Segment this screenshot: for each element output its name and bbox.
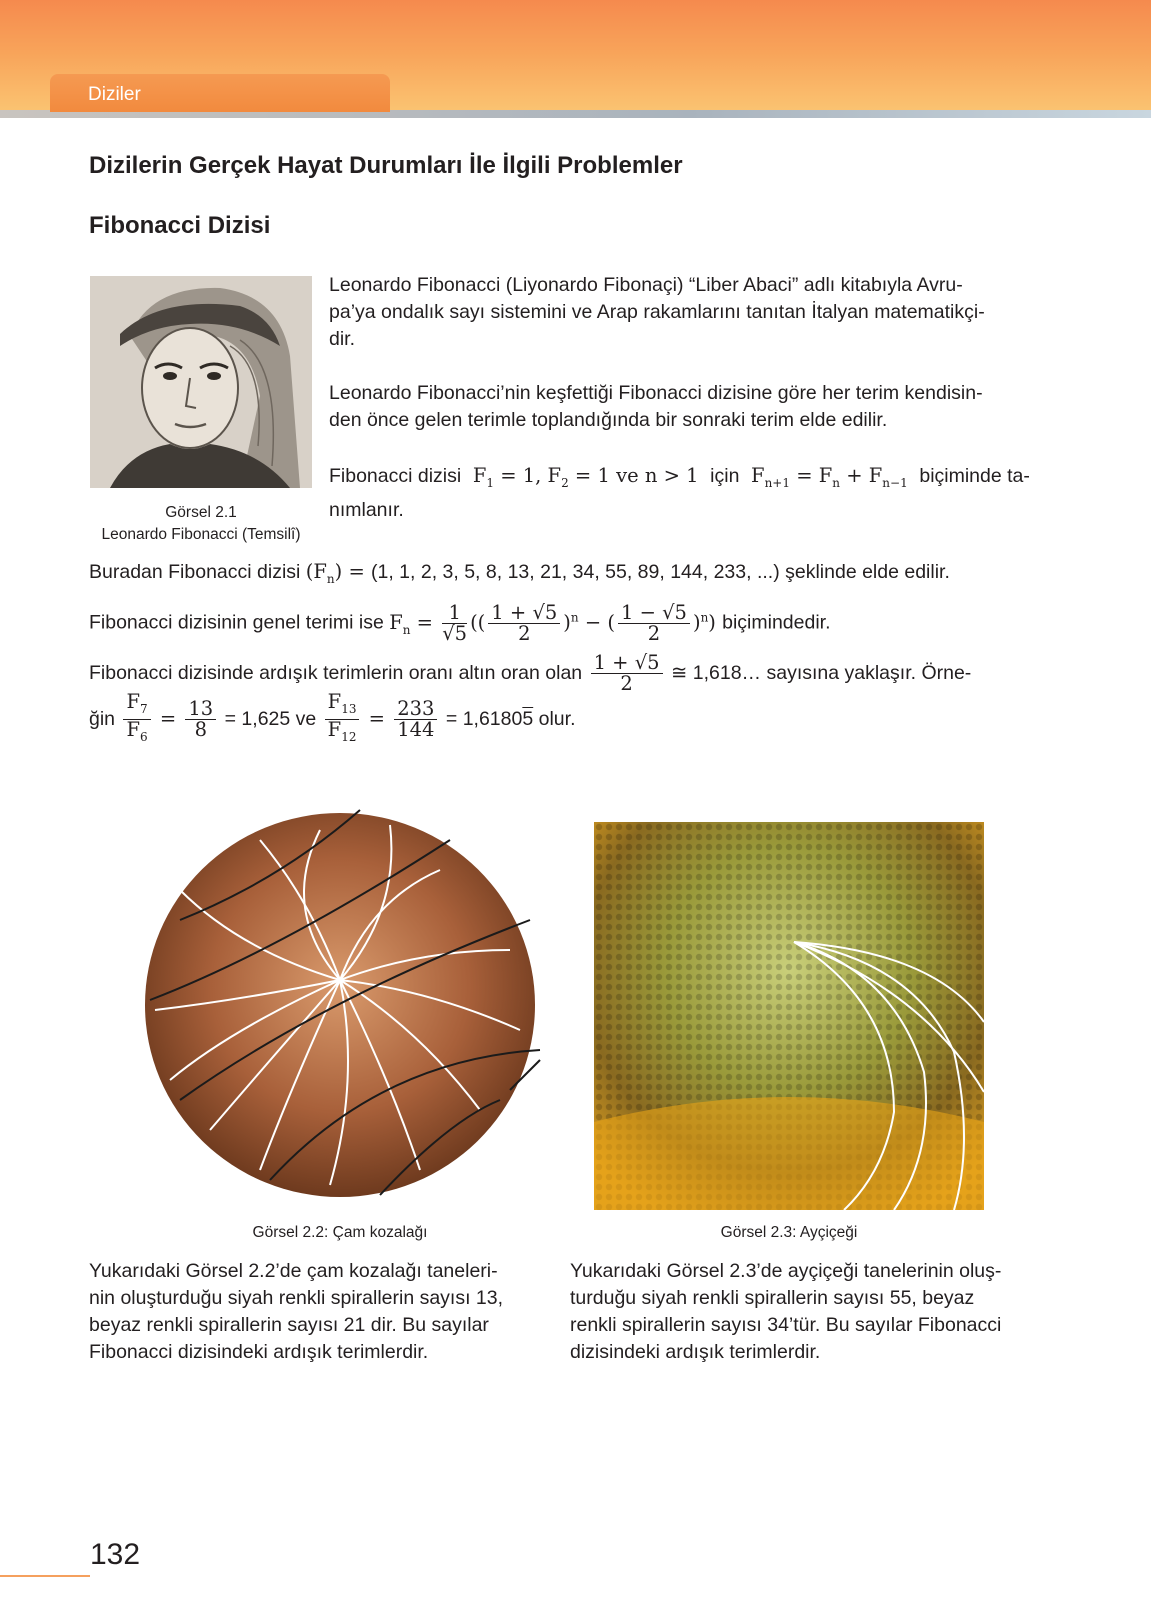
- recurrence-formula: $F_{n+1} = F_n + F_{n-1}$: [744, 464, 908, 490]
- subsection-title: Fibonacci Dizisi: [89, 212, 271, 239]
- golden-ratio-formula: $\frac{1 + √5}{2}$: [588, 661, 666, 684]
- example-lead: ğin: [89, 707, 116, 730]
- ratio-lead: Fibonacci dizisinde ardışık terimlerin oranı altın oran olan: [89, 662, 583, 684]
- example-value-2: = 1,6180: [445, 707, 523, 730]
- intro-p1-line2: pa’ya ondalık sayı sistemini ve Arap rakamlarını tanıtan İtalyan matematikçi-: [329, 301, 985, 323]
- sequence-lead: Buradan Fibonacci dizisi: [89, 561, 301, 583]
- intro-paragraph-1: [329, 272, 1049, 353]
- figure2-text-line4: Fibonacci dizisindeki ardışık terimlerdir.: [89, 1341, 429, 1363]
- sequence-symbol: $(F_n)$ =: [305, 560, 371, 586]
- sunflower-image: [594, 822, 984, 1210]
- example-ratio-1: $\frac{F_7}{F_6}$ = $\frac{13}{8}$: [120, 707, 219, 730]
- intro-p1-line1: Leonardo Fibonacci (Liyonardo Fibonaçi) “Liber Abaci” adlı kitabıyla Avru-: [329, 274, 963, 296]
- intro-p3-line2: nımlanır.: [329, 498, 404, 521]
- intro-p1-line3: dir.: [329, 328, 356, 350]
- intro-p2-line1: Leonardo Fibonacci’nin keşfettiği Fibonacci dizisine göre her terim kendisin-: [329, 382, 983, 404]
- figure3-text-line1: Yukarıdaki Görsel 2.3’de ayçiçeği tanelerinin oluş-: [570, 1260, 1002, 1282]
- general-term-line: [89, 592, 1089, 654]
- figure3-text-line2: turduğu siyah renkli spirallerin sayısı 55, beyaz: [570, 1287, 975, 1309]
- intro-p2-line2: den önce gelen terimle toplandığında bir sonraki terim elde edilir.: [329, 409, 888, 431]
- figure2-caption: Görsel 2.2: Çam kozalağı: [252, 1224, 428, 1241]
- intro-p3-a: Fibonacci dizisi: [329, 465, 462, 487]
- general-lead: Fibonacci dizisinin genel terimi ise: [89, 611, 384, 634]
- figure2-text-line1: Yukarıdaki Görsel 2.2’de çam kozalağı taneleri-: [89, 1260, 498, 1282]
- general-term-formula: $F_n$ = $\frac{1}{√5}$ (( $\frac{1 + √5}{2}$ )$^n$ − ( $\frac{1 - √5}{2}$ )$^n$): [389, 600, 723, 645]
- example-repeating-digit: 5: [522, 707, 534, 730]
- figure1-caption-line1: Görsel 2.1: [165, 504, 237, 521]
- chapter-title: Diziler: [88, 84, 141, 105]
- figure2-description: [89, 1258, 549, 1366]
- figure1-caption: [86, 502, 316, 546]
- figure3-description: [570, 1258, 1070, 1366]
- example-value-1: = 1,625 ve: [224, 707, 317, 730]
- recurrence-initial: $F_1 = 1$, $F_2 = 1$ ve n > 1: [466, 464, 705, 490]
- general-tail: biçimindedir.: [722, 611, 831, 634]
- figure3-caption: Görsel 2.3: Ayçiçeği: [720, 1224, 858, 1241]
- sequence-values: (1, 1, 2, 3, 5, 8, 13, 21, 34, 55, 89, 144, 233, ...): [371, 561, 780, 583]
- figure2-text-line3: beyaz renkli spirallerin sayısı 21 dir. Bu sayılar: [89, 1314, 489, 1336]
- intro-paragraph-3: [329, 462, 1069, 524]
- pine-cone-image: [120, 800, 560, 1210]
- intro-p3-c: biçiminde ta-: [919, 465, 1030, 487]
- figure3-text-line3: renkli spirallerin sayısı 34’tür. Bu sayılar Fibonacci: [570, 1314, 1002, 1336]
- golden-ratio-line: [89, 648, 1139, 698]
- page-number: 132: [90, 1538, 141, 1571]
- example-tail: olur.: [538, 707, 576, 730]
- fibonacci-portrait: [90, 276, 312, 488]
- section-title: Dizilerin Gerçek Hayat Durumları İle İlgili Problemler: [89, 152, 683, 179]
- example-ratio-2: $\frac{F_{13}}{F_{12}}$ = $\frac{233}{144}$: [322, 707, 441, 730]
- ratio-tail: sayısına yaklaşır. Örne-: [766, 662, 972, 684]
- intro-p3-line1: [329, 462, 1069, 497]
- sequence-tail: şeklinde elde edilir.: [785, 561, 950, 583]
- intro-paragraph-2: [329, 380, 1049, 434]
- figure3-text-line4: dizisindeki ardışık terimlerdir.: [570, 1341, 821, 1363]
- figure2-text-line2: nin oluşturduğu siyah renkli spirallerin sayısı 13,: [89, 1287, 504, 1309]
- page-number-rule: [0, 1575, 90, 1577]
- figure1-caption-line2: Leonardo Fibonacci (Temsilî): [101, 526, 301, 543]
- ratio-value: ≅ 1,618…: [670, 662, 762, 684]
- sequence-line: [89, 558, 1089, 593]
- chapter-tab: [50, 74, 390, 112]
- example-line: [89, 692, 1089, 747]
- intro-p3-b: için: [710, 465, 740, 487]
